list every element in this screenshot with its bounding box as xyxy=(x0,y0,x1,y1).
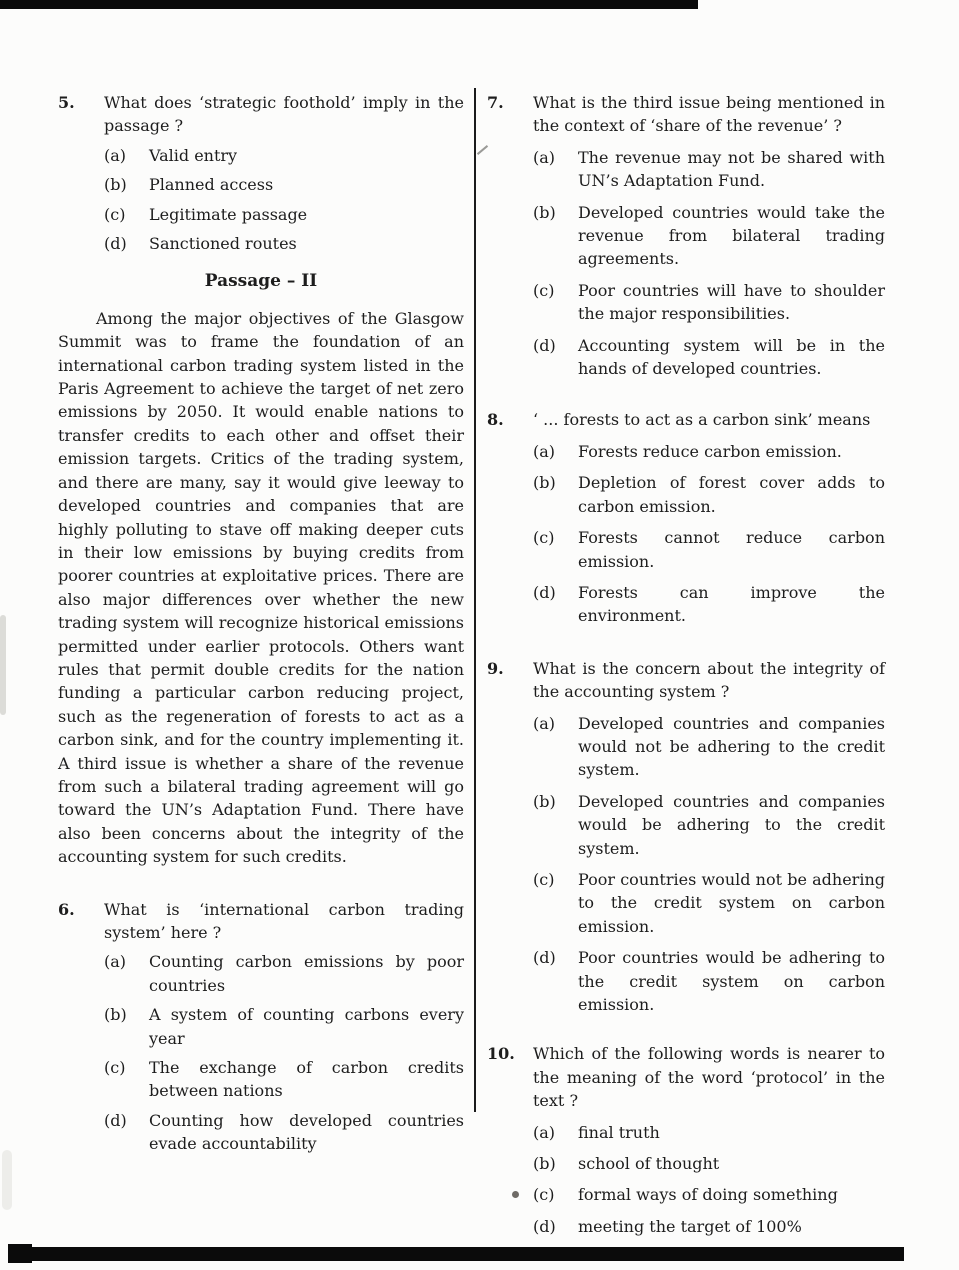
option-label: (a) xyxy=(533,713,556,733)
option-row xyxy=(533,581,885,628)
option-text: Legitimate passage xyxy=(149,204,308,224)
option-text: Depletion of forest cover adds to carbon emission. xyxy=(578,473,885,516)
option-text: Accounting system will be in the hands of developed countries. xyxy=(578,335,885,379)
option-text: school of thought xyxy=(578,1154,720,1174)
option-row xyxy=(533,712,885,782)
option-label: (a) xyxy=(533,1122,556,1142)
option-label: (c) xyxy=(533,528,555,548)
option-row xyxy=(533,1152,885,1175)
question-5 xyxy=(58,91,464,255)
question-6 xyxy=(58,898,464,1156)
option-row xyxy=(104,232,464,255)
option-row xyxy=(104,144,464,167)
option-text: Counting carbon emissions by poor countries xyxy=(149,952,464,995)
option-row xyxy=(533,201,885,271)
option-text: Poor countries would not be adhering to the credit system on carbon emission. xyxy=(578,869,885,936)
option-label: (b) xyxy=(104,175,127,195)
question-body xyxy=(533,1042,885,1238)
option-label: (d) xyxy=(104,234,127,254)
option-label: (c) xyxy=(104,1058,126,1078)
option-label: (b) xyxy=(533,202,556,222)
answer-marker-dot xyxy=(512,1191,519,1198)
option-row xyxy=(104,1109,464,1156)
question-8 xyxy=(487,408,885,627)
option-text: A system of counting carbons every year xyxy=(149,1005,464,1048)
option-text: Planned access xyxy=(149,175,274,195)
option-label: (b) xyxy=(104,1005,127,1025)
option-label: (d) xyxy=(533,948,556,968)
option-text: Poor countries would be adhering to the credit system on carbon emission. xyxy=(578,948,885,1014)
option-label: (b) xyxy=(533,791,556,811)
option-row xyxy=(533,1215,885,1238)
option-label: (c) xyxy=(533,869,555,889)
option-label: (a) xyxy=(104,145,127,165)
option-row xyxy=(533,279,885,326)
option-row xyxy=(104,173,464,196)
question-body xyxy=(104,91,464,255)
option-row xyxy=(533,440,885,463)
option-label: (d) xyxy=(104,1110,127,1130)
option-label: (d) xyxy=(533,335,556,355)
option-row xyxy=(533,334,885,381)
option-text: The revenue may not be shared with UN’s Adaptation Fund. xyxy=(578,147,885,191)
option-row xyxy=(533,946,885,1016)
question-9 xyxy=(487,657,885,1017)
option-label: (a) xyxy=(104,952,127,972)
option-label: (c) xyxy=(104,204,126,224)
question-text: What does ‘strategic foothold’ imply in the passage ? xyxy=(104,93,464,136)
option-row xyxy=(533,146,885,193)
question-text: What is the concern about the integrity of the accounting system ? xyxy=(533,658,885,702)
option-row xyxy=(533,790,885,860)
column-divider xyxy=(474,88,476,1112)
question-text: What is ‘international carbon trading system’ here ? xyxy=(104,899,464,942)
scan-artifact-top-bar xyxy=(0,0,698,9)
option-text: formal ways of doing something xyxy=(578,1185,838,1205)
question-number: 6. xyxy=(58,899,75,919)
option-text: Forests can improve the environment. xyxy=(578,582,885,626)
scan-artifact-bottom-bar xyxy=(8,1247,904,1261)
option-row xyxy=(104,1056,464,1103)
question-number: 5. xyxy=(58,93,75,112)
option-text: Developed countries and companies would not be adhering to the credit system. xyxy=(578,713,885,780)
option-row xyxy=(533,1183,885,1206)
question-body xyxy=(104,898,464,1156)
question-body xyxy=(533,657,885,1017)
question-body xyxy=(533,408,885,627)
question-text: What is the third issue being mentioned in the context of ‘share of the revenue’ ? xyxy=(533,93,885,136)
option-label: (c) xyxy=(533,1185,555,1205)
option-label: (c) xyxy=(533,280,555,300)
option-label: (b) xyxy=(533,1154,556,1174)
option-row xyxy=(104,203,464,226)
option-label: (a) xyxy=(533,147,556,167)
option-text: Counting how developed countries evade accountability xyxy=(149,1110,464,1154)
passage-body: Among the major objectives of the Glasgow Summit was to frame the foundation of an international carbon trading system listed in the Paris Agreement to achieve the target of net zero emissions by 2050. It would enable nations to transfer credits to each other and offset their emission targets. Critics of the trading system, and there are many, say it would give leeway to developed countries and companies that are highly polluting to stave off making deeper cuts in their low emissions by buying credits from poorer countries at exploitative prices. There are also major differences over whether the new trading system will recognize historical emissions permitted under earlier protocols. Others want rules that permit double credits for the nation funding a particular carbon reducing project, such as the regeneration of forests to act as a carbon sink, and for the country implementing it. A third issue is whether a share of the revenue from such a bilateral trading agreement will go toward the UN’s Adaptation Fund. There have also been concerns about the integrity of the accounting system for such credits. xyxy=(58,308,464,867)
option-label: (a) xyxy=(533,441,556,461)
option-text: Poor countries will have to shoulder the major responsibilities. xyxy=(578,280,885,324)
option-label: (d) xyxy=(533,1216,556,1236)
option-text: Developed countries and companies would be adhering to the credit system. xyxy=(578,791,885,858)
option-row xyxy=(533,868,885,938)
scan-smudge xyxy=(2,1150,12,1210)
question-number: 9. xyxy=(487,658,504,678)
option-text: Sanctioned routes xyxy=(149,234,297,254)
option-text: final truth xyxy=(578,1122,660,1142)
option-row xyxy=(533,526,885,573)
option-row xyxy=(533,471,885,518)
option-text: The exchange of carbon credits between nations xyxy=(149,1058,464,1101)
right-column xyxy=(487,91,885,1238)
question-10 xyxy=(487,1042,885,1238)
question-body xyxy=(533,91,885,380)
question-number: 8. xyxy=(487,410,504,430)
option-text: meeting the target of 100% xyxy=(578,1216,802,1236)
passage-heading: Passage – II xyxy=(204,271,318,292)
option-row xyxy=(104,1003,464,1050)
option-text: Forests reduce carbon emission. xyxy=(578,441,842,461)
option-text: Forests cannot reduce carbon emission. xyxy=(578,528,885,571)
question-text: Which of the following words is nearer to the meaning of the word ‘protocol’ in the text ? xyxy=(533,1044,885,1111)
question-7 xyxy=(487,91,885,380)
question-number: 7. xyxy=(487,93,504,112)
option-label: (d) xyxy=(533,582,556,602)
option-text: Developed countries would take the revenue from bilateral trading agreements. xyxy=(578,202,885,269)
scan-smudge xyxy=(0,615,6,715)
question-text: ‘ ... forests to act as a carbon sink’ means xyxy=(533,410,871,430)
option-row xyxy=(533,1121,885,1144)
question-number: 10. xyxy=(487,1044,515,1064)
option-row xyxy=(104,950,464,997)
option-text: Valid entry xyxy=(149,145,238,165)
left-column xyxy=(58,91,464,1156)
option-label: (b) xyxy=(533,473,556,493)
